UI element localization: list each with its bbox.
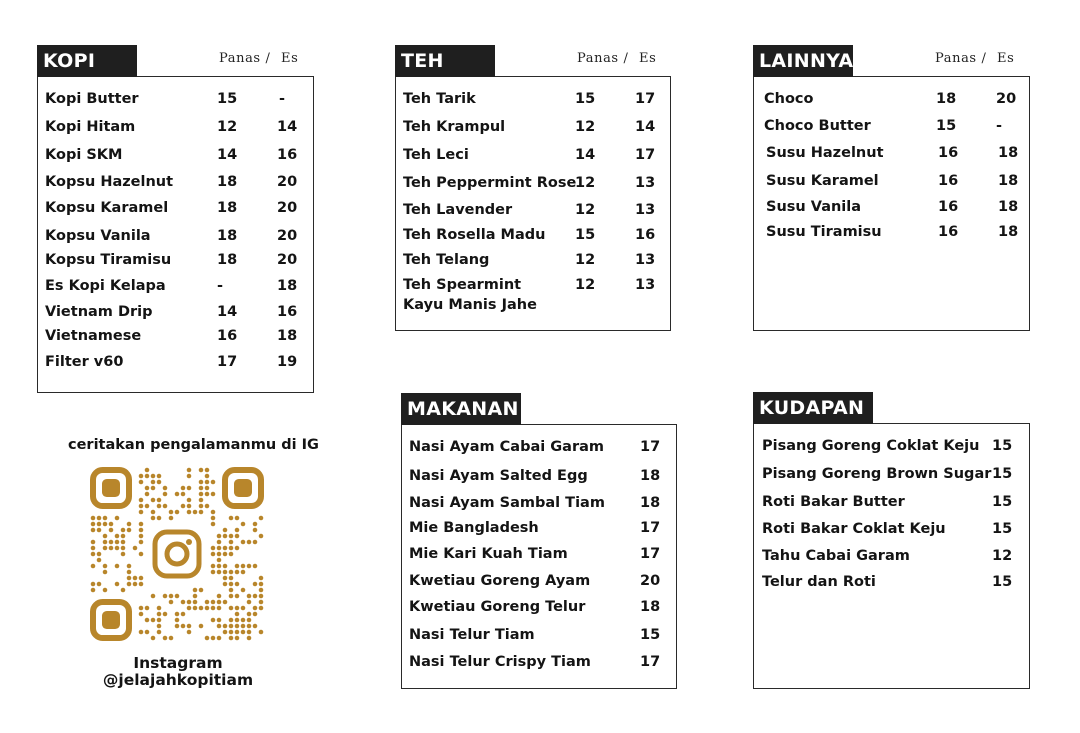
panas-price: 16 bbox=[217, 328, 238, 344]
lainnya-section-header: LAINNYA bbox=[753, 45, 853, 77]
item-name: Kopi Hitam bbox=[45, 119, 136, 135]
item-price: 15 bbox=[992, 466, 1013, 482]
panas-price: - bbox=[217, 278, 224, 294]
item-name: Pisang Goreng Brown Sugar bbox=[762, 466, 992, 482]
es-price: 16 bbox=[277, 304, 298, 320]
es-price: 13 bbox=[635, 202, 656, 218]
instagram-handle: @jelajahkopitiam bbox=[102, 671, 254, 689]
item-name: Nasi Ayam Sambal Tiam bbox=[409, 495, 605, 511]
item-price: 15 bbox=[992, 438, 1013, 454]
item-price: 12 bbox=[992, 548, 1013, 564]
item-price: 18 bbox=[640, 468, 661, 484]
item-name: Susu Tiramisu bbox=[766, 224, 882, 240]
item-name: Teh Leci bbox=[403, 147, 469, 163]
item-name: Susu Hazelnut bbox=[766, 145, 884, 161]
panas-price: 17 bbox=[217, 354, 238, 370]
item-name: Teh Lavender bbox=[403, 202, 513, 218]
item-name: Teh Tarik bbox=[403, 91, 476, 107]
es-price: 18 bbox=[998, 145, 1019, 161]
item-name: Tahu Cabai Garam bbox=[762, 548, 910, 564]
es-price: 14 bbox=[277, 119, 298, 135]
kudapan-section-header: KUDAPAN bbox=[753, 392, 873, 424]
panas-price: 14 bbox=[217, 304, 238, 320]
kopi-section-header: KOPI bbox=[37, 45, 137, 77]
item-name: Kwetiau Goreng Ayam bbox=[409, 573, 591, 589]
panas-price: 16 bbox=[938, 199, 959, 215]
panas-price: 16 bbox=[938, 173, 959, 189]
item-name: Nasi Telur Crispy Tiam bbox=[409, 654, 591, 670]
item-name: Vietnam Drip bbox=[45, 304, 153, 320]
panas-price: 18 bbox=[217, 228, 238, 244]
item-name: Teh Peppermint Rose bbox=[403, 175, 577, 191]
item-price: 17 bbox=[640, 439, 661, 455]
lainnya-panas-header: Panas / bbox=[935, 51, 987, 66]
item-price: 18 bbox=[640, 495, 661, 511]
lainnya-es-header: Es bbox=[997, 51, 1015, 66]
instagram-label-block bbox=[0, 655, 356, 689]
item-name: Es Kopi Kelapa bbox=[45, 278, 166, 294]
es-price: 20 bbox=[277, 200, 298, 216]
panas-price: 18 bbox=[936, 91, 957, 107]
es-price: 13 bbox=[635, 175, 656, 191]
es-price: - bbox=[996, 118, 1003, 134]
item-name: Kopsu Tiramisu bbox=[45, 252, 172, 268]
panas-price: 15 bbox=[936, 118, 957, 134]
kopi-es-header: Es bbox=[281, 51, 299, 66]
es-price: 16 bbox=[635, 227, 656, 243]
panas-price: 18 bbox=[217, 200, 238, 216]
item-name: Filter v60 bbox=[45, 354, 124, 370]
panas-price: 12 bbox=[575, 252, 596, 268]
es-price: 20 bbox=[277, 252, 298, 268]
instagram-caption: ceritakan pengalamanmu di IG bbox=[68, 437, 319, 453]
item-name: Mie Kari Kuah Tiam bbox=[409, 546, 568, 562]
es-price: 18 bbox=[998, 173, 1019, 189]
panas-price: 16 bbox=[938, 224, 959, 240]
item-name: Kwetiau Goreng Telur bbox=[409, 599, 586, 615]
item-name: Kopsu Karamel bbox=[45, 200, 169, 216]
panas-price: 18 bbox=[217, 252, 238, 268]
es-price: - bbox=[279, 91, 286, 107]
item-name: Teh Krampul bbox=[403, 119, 506, 135]
item-name: Kopsu Hazelnut bbox=[45, 174, 174, 190]
makanan-section-header: MAKANAN bbox=[401, 393, 521, 425]
item-name: Mie Bangladesh bbox=[409, 520, 539, 536]
item-name: Kopi Butter bbox=[45, 91, 139, 107]
es-price: 13 bbox=[635, 252, 656, 268]
item-name: Susu Karamel bbox=[766, 173, 879, 189]
es-price: 17 bbox=[635, 91, 656, 107]
panas-price: 12 bbox=[575, 277, 596, 293]
item-name: Susu Vanila bbox=[766, 199, 862, 215]
item-name: Pisang Goreng Coklat Keju bbox=[762, 438, 980, 454]
item-name: Choco Butter bbox=[764, 118, 871, 134]
panas-price: 12 bbox=[575, 119, 596, 135]
es-price: 20 bbox=[996, 91, 1017, 107]
es-price: 18 bbox=[277, 328, 298, 344]
teh-section-header: TEH bbox=[395, 45, 495, 77]
item-price: 20 bbox=[640, 573, 661, 589]
item-name: Teh Telang bbox=[403, 252, 490, 268]
instagram-qr-code-icon[interactable] bbox=[90, 467, 264, 641]
item-price: 15 bbox=[992, 521, 1013, 537]
es-price: 19 bbox=[277, 354, 298, 370]
item-name: Telur dan Roti bbox=[762, 574, 876, 590]
es-price: 13 bbox=[635, 277, 656, 293]
es-price: 17 bbox=[635, 147, 656, 163]
item-name: Roti Bakar Butter bbox=[762, 494, 905, 510]
item-name: Teh Spearmint bbox=[403, 277, 522, 293]
instagram-label: Instagram bbox=[133, 654, 223, 672]
item-name: Nasi Ayam Cabai Garam bbox=[409, 439, 605, 455]
panas-price: 15 bbox=[575, 91, 596, 107]
item-price: 18 bbox=[640, 599, 661, 615]
panas-price: 16 bbox=[938, 145, 959, 161]
item-price: 17 bbox=[640, 520, 661, 536]
panas-price: 15 bbox=[575, 227, 596, 243]
item-price: 15 bbox=[992, 494, 1013, 510]
panas-price: 12 bbox=[575, 175, 596, 191]
panas-price: 12 bbox=[217, 119, 238, 135]
panas-price: 14 bbox=[575, 147, 596, 163]
es-price: 16 bbox=[277, 147, 298, 163]
panas-price: 15 bbox=[217, 91, 238, 107]
kopi-panas-header: Panas / bbox=[219, 51, 271, 66]
item-price: 17 bbox=[640, 546, 661, 562]
item-name: Nasi Ayam Salted Egg bbox=[409, 468, 588, 484]
es-price: 18 bbox=[998, 199, 1019, 215]
item-name: Kopsu Vanila bbox=[45, 228, 151, 244]
panas-price: 18 bbox=[217, 174, 238, 190]
es-price: 14 bbox=[635, 119, 656, 135]
item-name: Vietnamese bbox=[45, 328, 142, 344]
teh-es-header: Es bbox=[639, 51, 657, 66]
item-name: Roti Bakar Coklat Keju bbox=[762, 521, 946, 537]
panas-price: 12 bbox=[575, 202, 596, 218]
item-price: 17 bbox=[640, 654, 661, 670]
item-name: Choco bbox=[764, 91, 814, 107]
es-price: 18 bbox=[998, 224, 1019, 240]
item-price: 15 bbox=[992, 574, 1013, 590]
item-name: Teh Rosella Madu bbox=[403, 227, 546, 243]
es-price: 20 bbox=[277, 228, 298, 244]
panas-price: 14 bbox=[217, 147, 238, 163]
item-name-line2: Kayu Manis Jahe bbox=[403, 297, 537, 313]
teh-panas-header: Panas / bbox=[577, 51, 629, 66]
es-price: 18 bbox=[277, 278, 298, 294]
item-name: Nasi Telur Tiam bbox=[409, 627, 535, 643]
es-price: 20 bbox=[277, 174, 298, 190]
item-price: 15 bbox=[640, 627, 661, 643]
item-name: Kopi SKM bbox=[45, 147, 123, 163]
